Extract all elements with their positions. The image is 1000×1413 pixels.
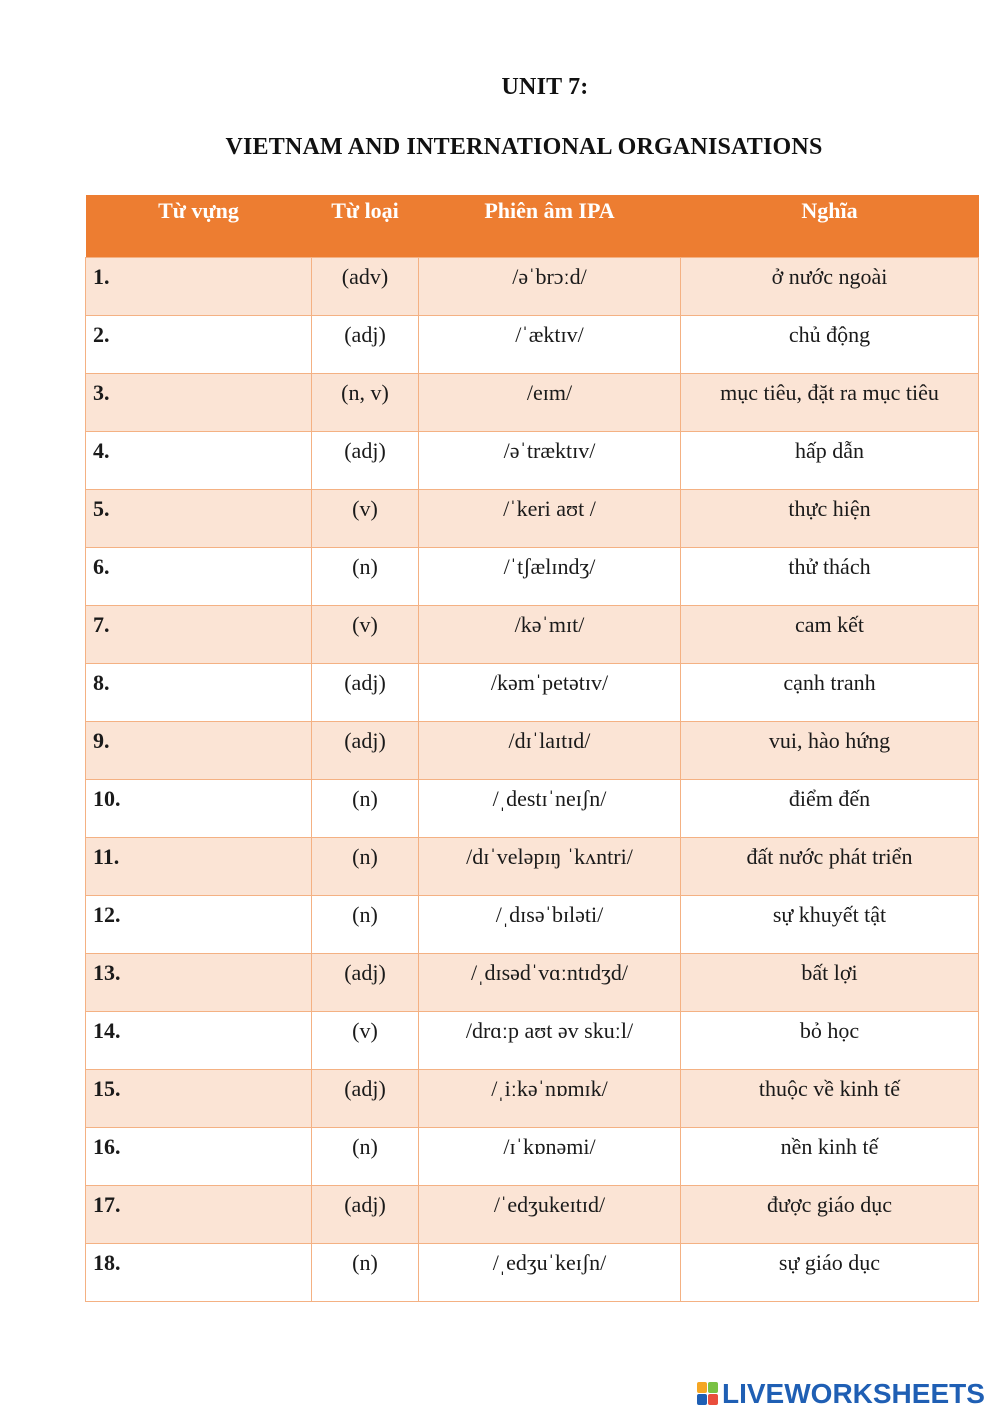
word-number-cell: 7. (86, 606, 312, 664)
ipa-cell: /ɪˈkɒnəmi/ (419, 1128, 681, 1186)
meaning-cell: thử thách (681, 548, 979, 606)
vocabulary-table (85, 195, 979, 1302)
ipa-cell: /əˈbrɔːd/ (419, 258, 681, 316)
column-header-meaning: Nghĩa (681, 195, 979, 258)
part-of-speech-cell: (v) (312, 1012, 419, 1070)
table-row (86, 722, 979, 780)
part-of-speech-cell: (n) (312, 1244, 419, 1302)
word-number-cell: 2. (86, 316, 312, 374)
column-header-ipa: Phiên âm IPA (419, 195, 681, 258)
word-number-cell: 5. (86, 490, 312, 548)
ipa-cell: /dɪˈveləpɪŋ ˈkʌntri/ (419, 838, 681, 896)
column-header-part-of-speech: Từ loại (312, 195, 419, 258)
meaning-cell: thực hiện (681, 490, 979, 548)
ipa-cell: /ˌedʒuˈkeɪʃn/ (419, 1244, 681, 1302)
word-number-cell: 12. (86, 896, 312, 954)
table-row (86, 1186, 979, 1244)
meaning-cell: điểm đến (681, 780, 979, 838)
table-row (86, 664, 979, 722)
meaning-cell: sự giáo dục (681, 1244, 979, 1302)
ipa-cell: /dɪˈlaɪtɪd/ (419, 722, 681, 780)
word-number-cell: 18. (86, 1244, 312, 1302)
ipa-cell: /ˈæktɪv/ (419, 316, 681, 374)
table-row (86, 1012, 979, 1070)
table-row (86, 374, 979, 432)
table-row (86, 606, 979, 664)
column-header-vocabulary: Từ vựng (86, 195, 312, 258)
word-number-cell: 14. (86, 1012, 312, 1070)
ipa-cell: /ˈkeri aʊt / (419, 490, 681, 548)
table-row (86, 1128, 979, 1186)
ipa-cell: /kəˈmɪt/ (419, 606, 681, 664)
part-of-speech-cell: (adj) (312, 432, 419, 490)
word-number-cell: 3. (86, 374, 312, 432)
meaning-cell: chủ động (681, 316, 979, 374)
ipa-cell: /ˌdɪsəˈbɪləti/ (419, 896, 681, 954)
unit-title: UNIT 7: (501, 74, 589, 100)
table-row (86, 432, 979, 490)
liveworksheets-logo-icon (697, 1382, 719, 1406)
table-row (86, 896, 979, 954)
meaning-cell: được giáo dục (681, 1186, 979, 1244)
table-row (86, 548, 979, 606)
word-number-cell: 9. (86, 722, 312, 780)
table-row (86, 1070, 979, 1128)
table-row (86, 780, 979, 838)
word-number-cell: 10. (86, 780, 312, 838)
table-body (86, 258, 979, 1302)
part-of-speech-cell: (adj) (312, 954, 419, 1012)
part-of-speech-cell: (n) (312, 548, 419, 606)
ipa-cell: /ˌiːkəˈnɒmɪk/ (419, 1070, 681, 1128)
word-number-cell: 8. (86, 664, 312, 722)
ipa-cell: /ˌdestɪˈneɪʃn/ (419, 780, 681, 838)
part-of-speech-cell: (v) (312, 606, 419, 664)
table-row (86, 838, 979, 896)
table-row (86, 316, 979, 374)
liveworksheets-logo (697, 1379, 985, 1409)
meaning-cell: cạnh tranh (681, 664, 979, 722)
table-header-row (86, 195, 979, 258)
part-of-speech-cell: (adj) (312, 316, 419, 374)
word-number-cell: 1. (86, 258, 312, 316)
word-number-cell: 13. (86, 954, 312, 1012)
part-of-speech-cell: (adj) (312, 722, 419, 780)
ipa-cell: /əˈtræktɪv/ (419, 432, 681, 490)
part-of-speech-cell: (adj) (312, 1070, 419, 1128)
part-of-speech-cell: (adv) (312, 258, 419, 316)
meaning-cell: hấp dẫn (681, 432, 979, 490)
unit-subtitle: VIETNAM AND INTERNATIONAL ORGANISATIONS (225, 134, 823, 160)
ipa-cell: /ˌdɪsədˈvɑːntɪdʒd/ (419, 954, 681, 1012)
part-of-speech-cell: (n) (312, 1128, 419, 1186)
table-row (86, 258, 979, 316)
ipa-cell: /ˈtʃælɪndʒ/ (419, 548, 681, 606)
word-number-cell: 6. (86, 548, 312, 606)
meaning-cell: bất lợi (681, 954, 979, 1012)
ipa-cell: /drɑːp aʊt əv skuːl/ (419, 1012, 681, 1070)
word-number-cell: 16. (86, 1128, 312, 1186)
word-number-cell: 17. (86, 1186, 312, 1244)
meaning-cell: nền kinh tế (681, 1128, 979, 1186)
part-of-speech-cell: (adj) (312, 1186, 419, 1244)
part-of-speech-cell: (adj) (312, 664, 419, 722)
ipa-cell: /eɪm/ (419, 374, 681, 432)
part-of-speech-cell: (n) (312, 780, 419, 838)
logo-text: LIVEWORKSHEETS (722, 1378, 985, 1409)
ipa-cell: /kəmˈpetətɪv/ (419, 664, 681, 722)
word-number-cell: 15. (86, 1070, 312, 1128)
table-row (86, 954, 979, 1012)
word-number-cell: 4. (86, 432, 312, 490)
part-of-speech-cell: (n) (312, 838, 419, 896)
meaning-cell: ở nước ngoài (681, 258, 979, 316)
meaning-cell: bỏ học (681, 1012, 979, 1070)
part-of-speech-cell: (n, v) (312, 374, 419, 432)
part-of-speech-cell: (v) (312, 490, 419, 548)
meaning-cell: thuộc về kinh tế (681, 1070, 979, 1128)
word-number-cell: 11. (86, 838, 312, 896)
meaning-cell: cam kết (681, 606, 979, 664)
meaning-cell: vui, hào hứng (681, 722, 979, 780)
part-of-speech-cell: (n) (312, 896, 419, 954)
meaning-cell: mục tiêu, đặt ra mục tiêu (681, 374, 979, 432)
table-row (86, 1244, 979, 1302)
table-row (86, 490, 979, 548)
meaning-cell: sự khuyết tật (681, 896, 979, 954)
ipa-cell: /ˈedʒukeɪtɪd/ (419, 1186, 681, 1244)
meaning-cell: đất nước phát triển (681, 838, 979, 896)
